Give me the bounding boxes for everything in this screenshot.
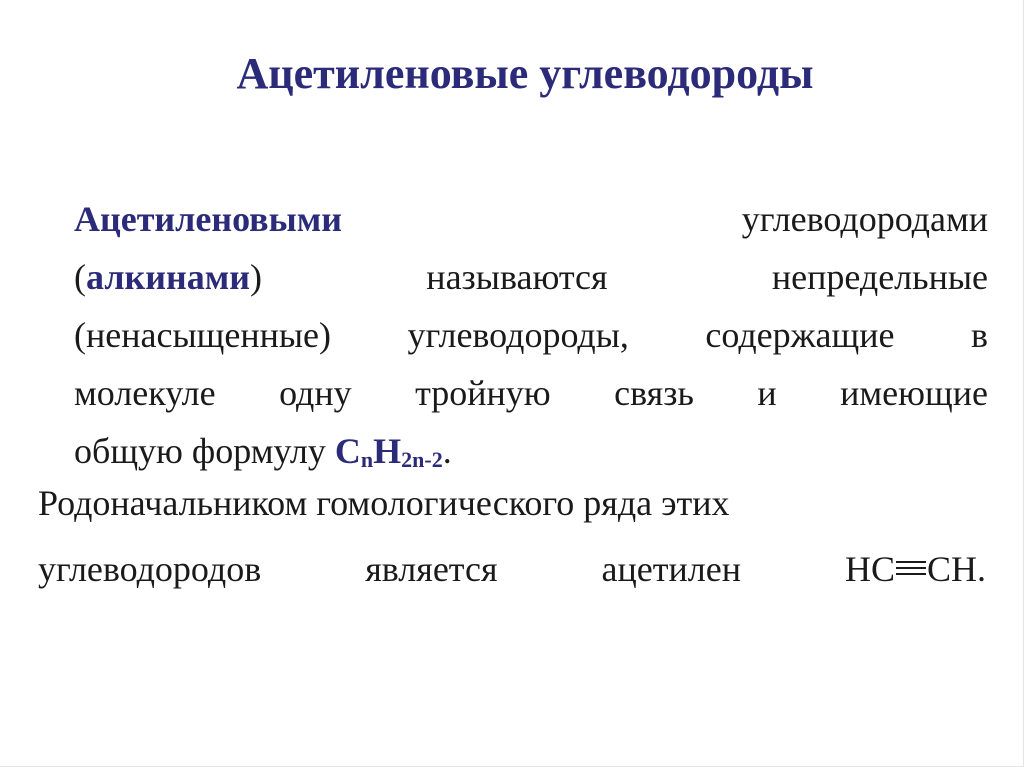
formula-carbon: C <box>334 431 361 471</box>
definition-line-4: молекуле одну тройную связь и имеющие <box>74 373 988 413</box>
formula-hydrogen: H <box>373 431 402 471</box>
triple-bond-icon <box>896 561 926 575</box>
definition-period: . <box>442 431 452 471</box>
definition-word-unsaturated: непредельные <box>771 257 988 297</box>
definition-paren-group <box>74 257 262 297</box>
homolog-word-acetylene: ацетилен <box>601 549 741 589</box>
general-formula <box>335 431 443 471</box>
definition-line-2 <box>74 248 988 306</box>
homolog-line-2 <box>38 544 986 594</box>
homolog-word-hydrocarbons: углеводородов <box>38 549 262 589</box>
homolog-word-is: является <box>365 549 498 589</box>
definition-word-hydrocarbons: углеводородами <box>741 199 988 239</box>
homolog-line-1: Родоначальником гомологического ряда этих <box>38 483 730 523</box>
definition-line-3: (ненасыщенные) углеводороды, содержащие в <box>74 315 988 355</box>
formula-hydrogen-subscript: 2n-2 <box>401 447 443 472</box>
slide-title: Ацетиленовые углеводороды <box>236 49 814 98</box>
definition-paragraph <box>74 190 988 480</box>
definition-formula-prefix: общую формулу <box>74 431 335 471</box>
term-alkynes: алкинами <box>86 257 251 297</box>
term-acetylenic: Ацетиленовыми <box>74 199 342 239</box>
paren-open: ( <box>74 257 86 297</box>
formula-ch: CH. <box>927 549 987 589</box>
definition-line-1 <box>74 190 988 248</box>
definition-word-called: называются <box>426 257 608 297</box>
paren-close: ) <box>250 257 263 297</box>
formula-hc: HC <box>844 549 895 589</box>
acetylene-formula <box>845 549 986 589</box>
formula-carbon-subscript: n <box>360 447 374 472</box>
definition-line-5 <box>74 422 988 480</box>
